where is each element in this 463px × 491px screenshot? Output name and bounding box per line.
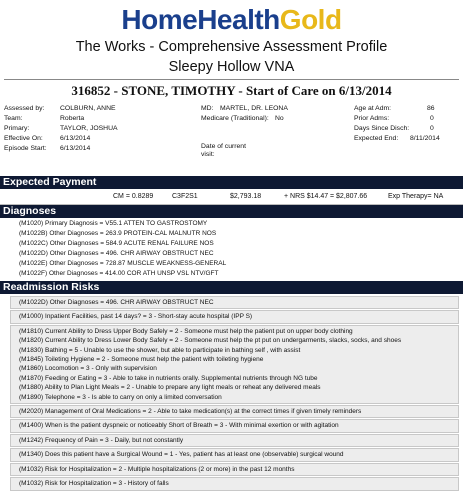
primary-label: Primary:	[4, 125, 30, 132]
report-title: The Works - Comprehensive Assessment Profile	[75, 39, 388, 55]
risk-group	[10, 434, 459, 447]
diagnosis-item: (M1022B) Other Diagnoses = 263.9 PROTEIN-CAL MALNUTR NOS	[19, 230, 217, 237]
days-since-disch-value: 0	[430, 125, 434, 132]
diagnosis-item: (M1022F) Other Diagnoses = 414.00 COR ATH UNSP VSL NTV/GFT	[19, 270, 219, 277]
risk-item: (M2020) Management of Oral Medications = 2 - Able to take medication(s) at the correct times if given timely reminders	[19, 408, 362, 416]
readmission-risks-list	[0, 294, 463, 491]
risk-item: (M1340) Does this patient have a Surgical Wound = 1 - Yes, patient has at least one (observable) surgical wound	[19, 451, 344, 459]
exp-therapy: Exp Therapy= NA	[388, 193, 444, 200]
team-label: Team:	[4, 115, 23, 122]
md-label: MD:	[201, 105, 214, 112]
total-amount: = $2,807.66	[330, 193, 368, 200]
risk-group	[10, 419, 459, 432]
risk-item: (M1860) Locomotion = 3 - Only with supervision	[19, 365, 157, 373]
episode-start-value: 6/13/2014	[60, 145, 91, 152]
readmission-risks-header: Readmission Risks	[0, 281, 463, 294]
risk-item: (M1890) Telephone = 3 - Is able to carry on only a limited conversation	[19, 393, 222, 401]
risk-item: (M1870) Feeding or Eating = 3 - Able to take in nutrients orally. Supplemental nutrients through NG tube	[19, 374, 318, 382]
risk-item: (M1845) Toileting Hygiene = 2 - Someone must help the patient with toileting hygiene	[19, 356, 264, 364]
hhrg-code: C3F2S1	[172, 193, 198, 200]
agency-name: Sleepy Hollow VNA	[168, 59, 295, 75]
diagnosis-item: (M1022E) Other Diagnoses = 728.87 MUSCLE WEAKNESS-GENERAL	[19, 260, 227, 267]
episode-start-label: Episode Start:	[4, 145, 47, 152]
expected-payment-row	[0, 189, 463, 205]
expected-payment-header: Expected Payment	[0, 176, 463, 189]
medicare-label: Medicare (Traditional):	[201, 115, 269, 122]
homehealthgold-logo	[0, 4, 463, 36]
prior-adms-label: Prior Adms:	[354, 115, 390, 122]
risk-group	[10, 448, 459, 461]
risk-item: (M1022D) Other Diagnoses = 496. CHR AIRWAY OBSTRUCT NEC	[19, 299, 214, 306]
risk-item: (M1000) Inpatient Facilities, past 14 days? = 3 - Short-stay acute hospital (IPP S)	[19, 313, 253, 321]
risk-item: (M1400) When is the patient dyspneic or noticeably Short of Breath = 3 - With minimal exertion or with agitation	[19, 422, 339, 430]
cm-value: CM = 0.8289	[113, 193, 154, 200]
logo-part-1: HomeHealth	[121, 4, 280, 35]
risk-group	[10, 405, 459, 418]
logo-part-2: Gold	[279, 4, 342, 35]
risk-group	[10, 463, 459, 476]
expected-end-label: Expected End:	[354, 135, 399, 142]
risk-item: (M1880) Ability to Plan Light Meals = 2 - Unable to prepare any light meals or reheat any delivered meals	[19, 384, 321, 392]
risk-item: (M1810) Current Ability to Dress Upper Body Safely = 2 - Someone must help the patient put on upper body clothing	[19, 327, 353, 335]
effective-on-value: 6/13/2014	[60, 135, 91, 142]
age-label: Age at Adm:	[354, 105, 392, 112]
medicare-value: No	[275, 115, 284, 122]
effective-on-label: Effective On:	[4, 135, 43, 142]
risk-group	[10, 477, 459, 490]
team-value: Roberta	[60, 115, 85, 122]
patient-header: 316852 - STONE, TIMOTHY - Start of Care on 6/13/2014	[71, 83, 392, 98]
patient-info-block	[0, 100, 463, 176]
risk-group	[10, 325, 459, 404]
assessment-profile-page	[0, 4, 463, 488]
days-since-disch-label: Days Since Disch:	[354, 125, 410, 132]
payment-amount: $2,793.18	[230, 193, 262, 200]
diagnosis-item: (M1020) Primary Diagnosis = V55.1 ATTEN TO GASTROSTOMY	[19, 220, 208, 227]
date-visit-label-1: Date of current	[201, 143, 246, 150]
assessed-by-value: COLBURN, ANNE	[60, 105, 116, 112]
nrs-amount: + NRS $14.47	[284, 193, 329, 200]
divider	[4, 79, 459, 80]
risk-item: (M1242) Frequency of Pain = 3 - Daily, but not constantly	[19, 436, 184, 444]
age-value: 86	[427, 105, 435, 112]
risk-item: (M1032) Risk for Hospitalization = 3 - History of falls	[19, 480, 169, 488]
risk-group	[10, 310, 459, 323]
risk-item: (M1830) Bathing = 5 - Unable to use the shower, but able to participate in bathing self , with assist	[19, 346, 301, 354]
risk-item: (M1032) Risk for Hospitalization = 2 - Multiple hospitalizations (2 or more) in the past 12 months	[19, 465, 295, 473]
primary-value: TAYLOR, JOSHUA	[60, 125, 118, 132]
diagnosis-item: (M1022C) Other Diagnoses = 584.9 ACUTE RENAL FAILURE NOS	[19, 240, 214, 247]
expected-end-value: 8/11/2014	[410, 135, 440, 142]
prior-adms-value: 0	[430, 115, 434, 122]
risk-item: (M1820) Current Ability to Dress Lower Body Safely = 2 - Someone must help the pt put on undergarments, slacks, socks, and shoes	[19, 337, 402, 345]
diagnoses-header: Diagnoses	[0, 205, 463, 218]
assessed-by-label: Assessed by:	[4, 105, 45, 112]
risk-group	[10, 296, 459, 309]
diagnoses-list	[0, 218, 463, 279]
date-visit-label-2: visit:	[201, 151, 215, 158]
diagnosis-item: (M1022D) Other Diagnoses = 496. CHR AIRWAY OBSTRUCT NEC	[19, 250, 214, 257]
md-value: MARTEL, DR. LEONA	[220, 105, 288, 112]
